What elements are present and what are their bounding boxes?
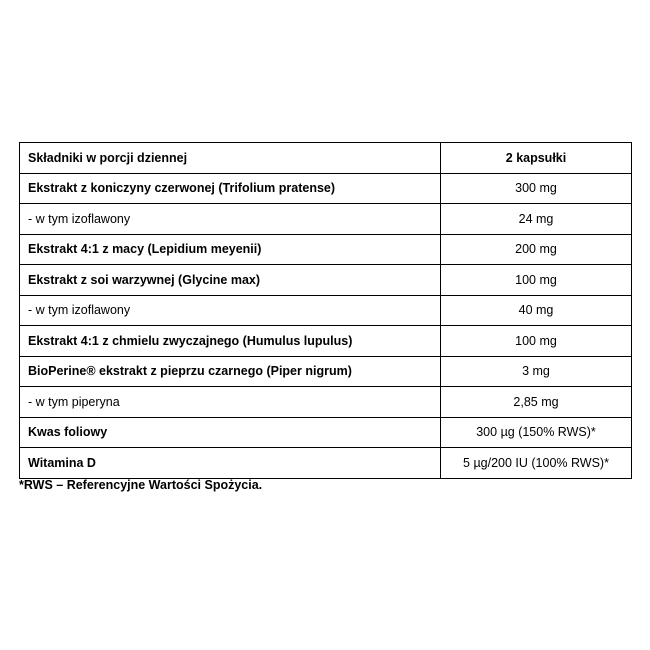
table-row: [20, 295, 632, 326]
amount-cell: 40 mg: [441, 295, 632, 326]
ingredient-cell: - w tym piperyna: [20, 387, 441, 418]
nutrition-table: [19, 142, 632, 479]
table-row: [20, 448, 632, 479]
amount-cell: 100 mg: [441, 265, 632, 296]
ingredient-cell: Kwas foliowy: [20, 417, 441, 448]
ingredient-cell: Witamina D: [20, 448, 441, 479]
ingredient-cell: Ekstrakt z soi warzywnej (Glycine max): [20, 265, 441, 296]
table-row: [20, 265, 632, 296]
header-amount: 2 kapsułki: [441, 143, 632, 174]
amount-cell: 100 mg: [441, 326, 632, 357]
ingredient-cell: - w tym izoflawony: [20, 295, 441, 326]
amount-cell: 24 mg: [441, 204, 632, 235]
table-row: [20, 234, 632, 265]
ingredient-cell: Ekstrakt 4:1 z chmielu zwyczajnego (Humulus lupulus): [20, 326, 441, 357]
amount-cell: 200 mg: [441, 234, 632, 265]
ingredient-cell: Ekstrakt 4:1 z macy (Lepidium meyenii): [20, 234, 441, 265]
table-row: [20, 417, 632, 448]
nutrition-table-body: [20, 143, 632, 479]
table-row: [20, 326, 632, 357]
amount-cell: 300 mg: [441, 173, 632, 204]
ingredient-cell: Ekstrakt z koniczyny czerwonej (Trifolium pratense): [20, 173, 441, 204]
table-header-row: [20, 143, 632, 174]
header-ingredient: Składniki w porcji dziennej: [20, 143, 441, 174]
amount-cell: 300 µg (150% RWS)*: [441, 417, 632, 448]
table-row: [20, 204, 632, 235]
footnote: *RWS – Referencyjne Wartości Spożycia.: [19, 478, 263, 492]
ingredient-cell: BioPerine® ekstrakt z pieprzu czarnego (Piper nigrum): [20, 356, 441, 387]
amount-cell: 5 µg/200 IU (100% RWS)*: [441, 448, 632, 479]
table-row: [20, 356, 632, 387]
table-row: [20, 387, 632, 418]
table-row: [20, 173, 632, 204]
ingredient-cell: - w tym izoflawony: [20, 204, 441, 235]
amount-cell: 3 mg: [441, 356, 632, 387]
amount-cell: 2,85 mg: [441, 387, 632, 418]
